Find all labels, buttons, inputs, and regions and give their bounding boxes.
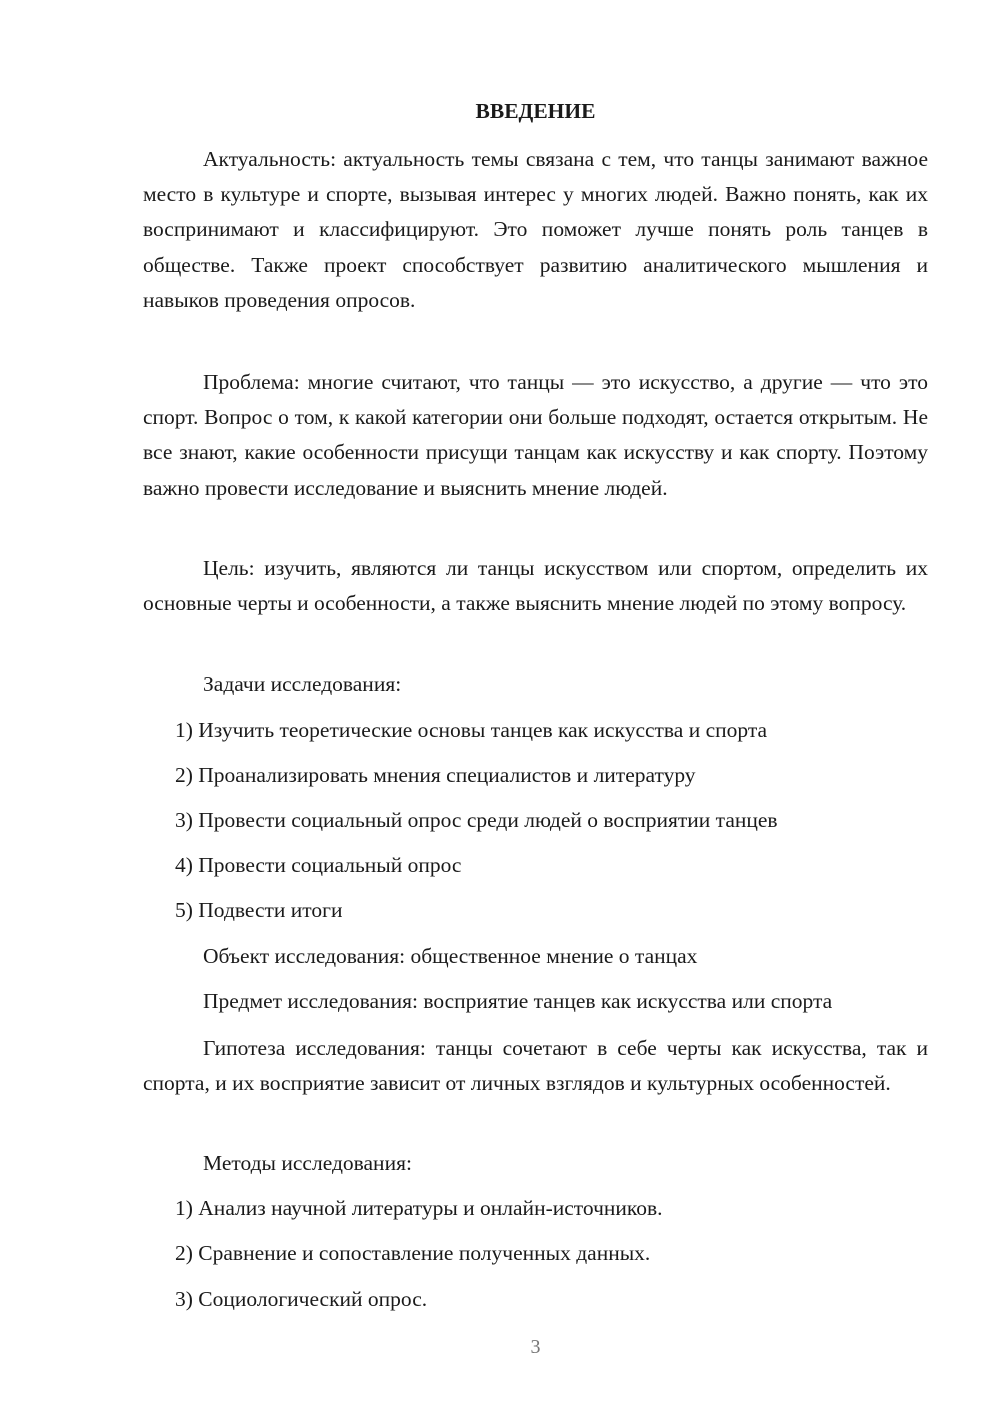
page-number: 3 [530, 1336, 541, 1358]
hypothesis-paragraph: Гипотеза исследования: танцы сочетают в себе черты как искусства, так и спорта, и их восприятие зависит от личных взглядов и культурных особенностей. [143, 1036, 928, 1096]
relevance-paragraph: Актуальность: актуальность темы связана с тем, что танцы занимают важное место в культуре и спорте, вызывая интерес у многих людей. Важно понять, как их воспринимают и классифицируют. Это поможет лучше понять роль танцев в обществе. Также проект способствует развитию аналитического мышления и навыков проведения опросов. [143, 147, 928, 312]
problem-paragraph: Проблема: многие считают, что танцы — это искусство, а другие — что это спорт. Вопрос о том, к какой категории они больше подходят, остается открытым. Не все знают, какие особенности присущи танцам как искусству и как спорту. Поэтому важно провести исследование и выяснить мнение людей. [143, 370, 928, 500]
method-item: 3) Социологический опрос. [175, 1287, 428, 1311]
task-item: 2) Проанализировать мнения специалистов и литературу [175, 763, 696, 787]
page-title: ВВЕДЕНИЕ [475, 99, 596, 123]
task-item: 5) Подвести итоги [175, 898, 343, 922]
method-item: 2) Сравнение и сопоставление полученных данных. [175, 1241, 651, 1265]
subject-line: Предмет исследования: восприятие танцев как искусства или спорта [203, 989, 833, 1013]
methods-heading: Методы исследования: [203, 1151, 412, 1175]
goal-paragraph: Цель: изучить, являются ли танцы искусством или спортом, определить их основные черты и особенности, а также выяснить мнение людей по этому вопросу. [143, 556, 928, 616]
tasks-heading: Задачи исследования: [203, 672, 402, 696]
task-item: 4) Провести социальный опрос [175, 853, 462, 877]
method-item: 1) Анализ научной литературы и онлайн-источников. [175, 1196, 663, 1220]
task-item: 1) Изучить теоретические основы танцев как искусства и спорта [175, 718, 768, 742]
task-item: 3) Провести социальный опрос среди людей о восприятии танцев [175, 808, 778, 832]
object-line: Объект исследования: общественное мнение о танцах [203, 944, 698, 968]
